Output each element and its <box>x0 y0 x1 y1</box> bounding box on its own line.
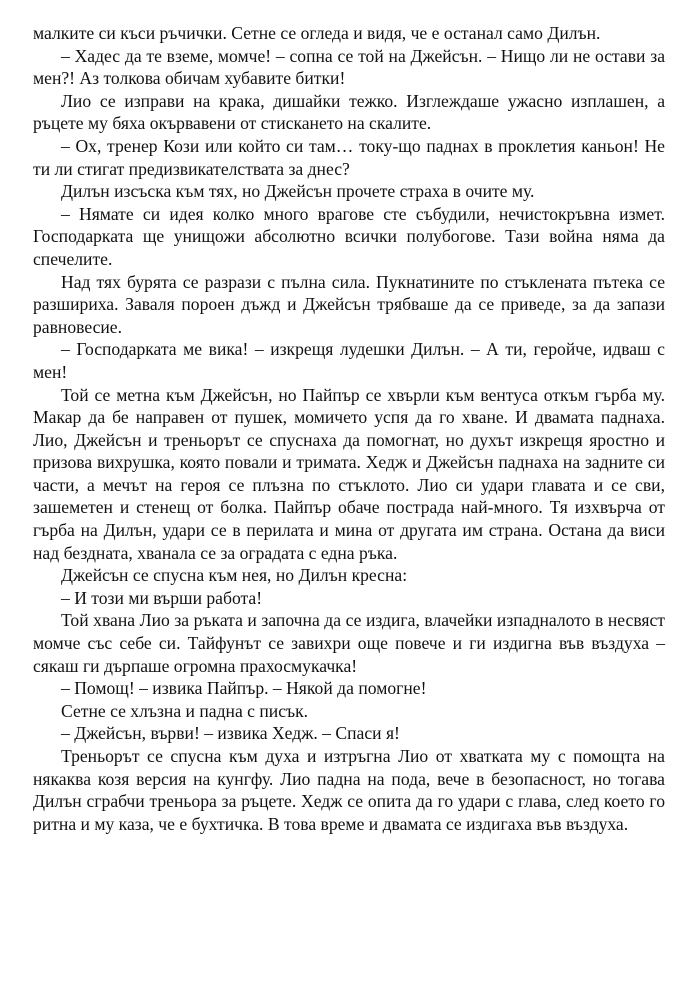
paragraph: Сетне се хлъзна и падна с писък. <box>61 700 309 721</box>
paragraph: малките си къси ръчички. Сетне се огледа и видя, че е останал само Дилън. <box>33 23 601 43</box>
paragraph: – Помощ! – извика Пайпър. – Някой да помогне! <box>61 678 427 699</box>
paragraph: Дилън изсъска към тях, но Джейсън прочете страха в очите му. <box>61 181 535 202</box>
book-page <box>33 22 665 835</box>
paragraph: Джейсън се спусна към нея, но Дилън кресна: <box>61 565 408 586</box>
paragraph: Треньорът се спусна към духа и изтръгна Лио от хватката му с помощта на някаква козя версия на кунгфу. Лио падна на пода, вече в безопасност, но тогава Дилън сграбчи треньора за ръцете. Хедж се опита да го удари с глава, след което го ритна и му каза, че е бухтичка. В това време и двамата се издигаха във въздуха. <box>33 746 665 834</box>
paragraph: – Хадес да те вземе, момче! – сопна се той на Джейсън. – Нищо ли не остави за мен?! Аз толкова обичам хубавите битки! <box>33 45 665 89</box>
paragraph: Той хвана Лио за ръката и започна да се издига, влачейки изпадналото в несвяст момче със себе си. Тайфунът се завихри още повече и ги издигна във въздуха – сякаш ги дърпаше огромна прахосмукачка! <box>33 610 665 676</box>
paragraph: – Господарката ме вика! – изкрещя лудешки Дилън. – А ти, геройче, идваш с мен! <box>33 339 665 382</box>
paragraph: – И този ми върши работа! <box>61 587 263 608</box>
paragraph: Над тях бурята се разрази с пълна сила. Пукнатините по стъклената пътека се разшириха. Заваля пороен дъжд и Джейсън трябваше да се приведе, за да запази равновесие. <box>33 271 665 337</box>
paragraph: – Нямате си идея колко много врагове сте събудили, нечистокръвна измет. Господарката ще унищожи абсолютно всички полубогове. Тази война няма да спечелите. <box>33 203 665 269</box>
paragraph: – Ох, тренер Кози или който си там… току-що паднах в проклетия каньон! Не ти ли стигат предизвикателствата за днес? <box>33 135 665 179</box>
paragraph: Лио се изправи на крака, дишайки тежко. Изглеждаше ужасно изплашен, а ръцете му бяха окървавени от стискането на скалите. <box>33 90 665 134</box>
paragraph: – Джейсън, върви! – извика Хедж. – Спаси я! <box>61 723 400 744</box>
paragraph: Той се метна към Джейсън, но Пайпър се хвърли към вентуса откъм гърба му. Макар да бе направен от пушек, момичето успя да го хване. И двамата паднаха. Лио, Джейсън и треньорът се спуснаха да помогнат, но духът изкрещя яростно и призова вихрушка, която повали и тримата. Хедж и Джейсън паднаха на задните си части, а мечът на героя се плъзна по стъклото. Лио си удари главата и се сви, зашеметен и стенещ от болка. Пайпър обаче пострада най-много. Тя изхвърча от гърба на Дилън, удари се в перилата и мина от другата им страна. Остана да виси над бездната, хванала се за оградата с една ръка. <box>33 384 665 563</box>
